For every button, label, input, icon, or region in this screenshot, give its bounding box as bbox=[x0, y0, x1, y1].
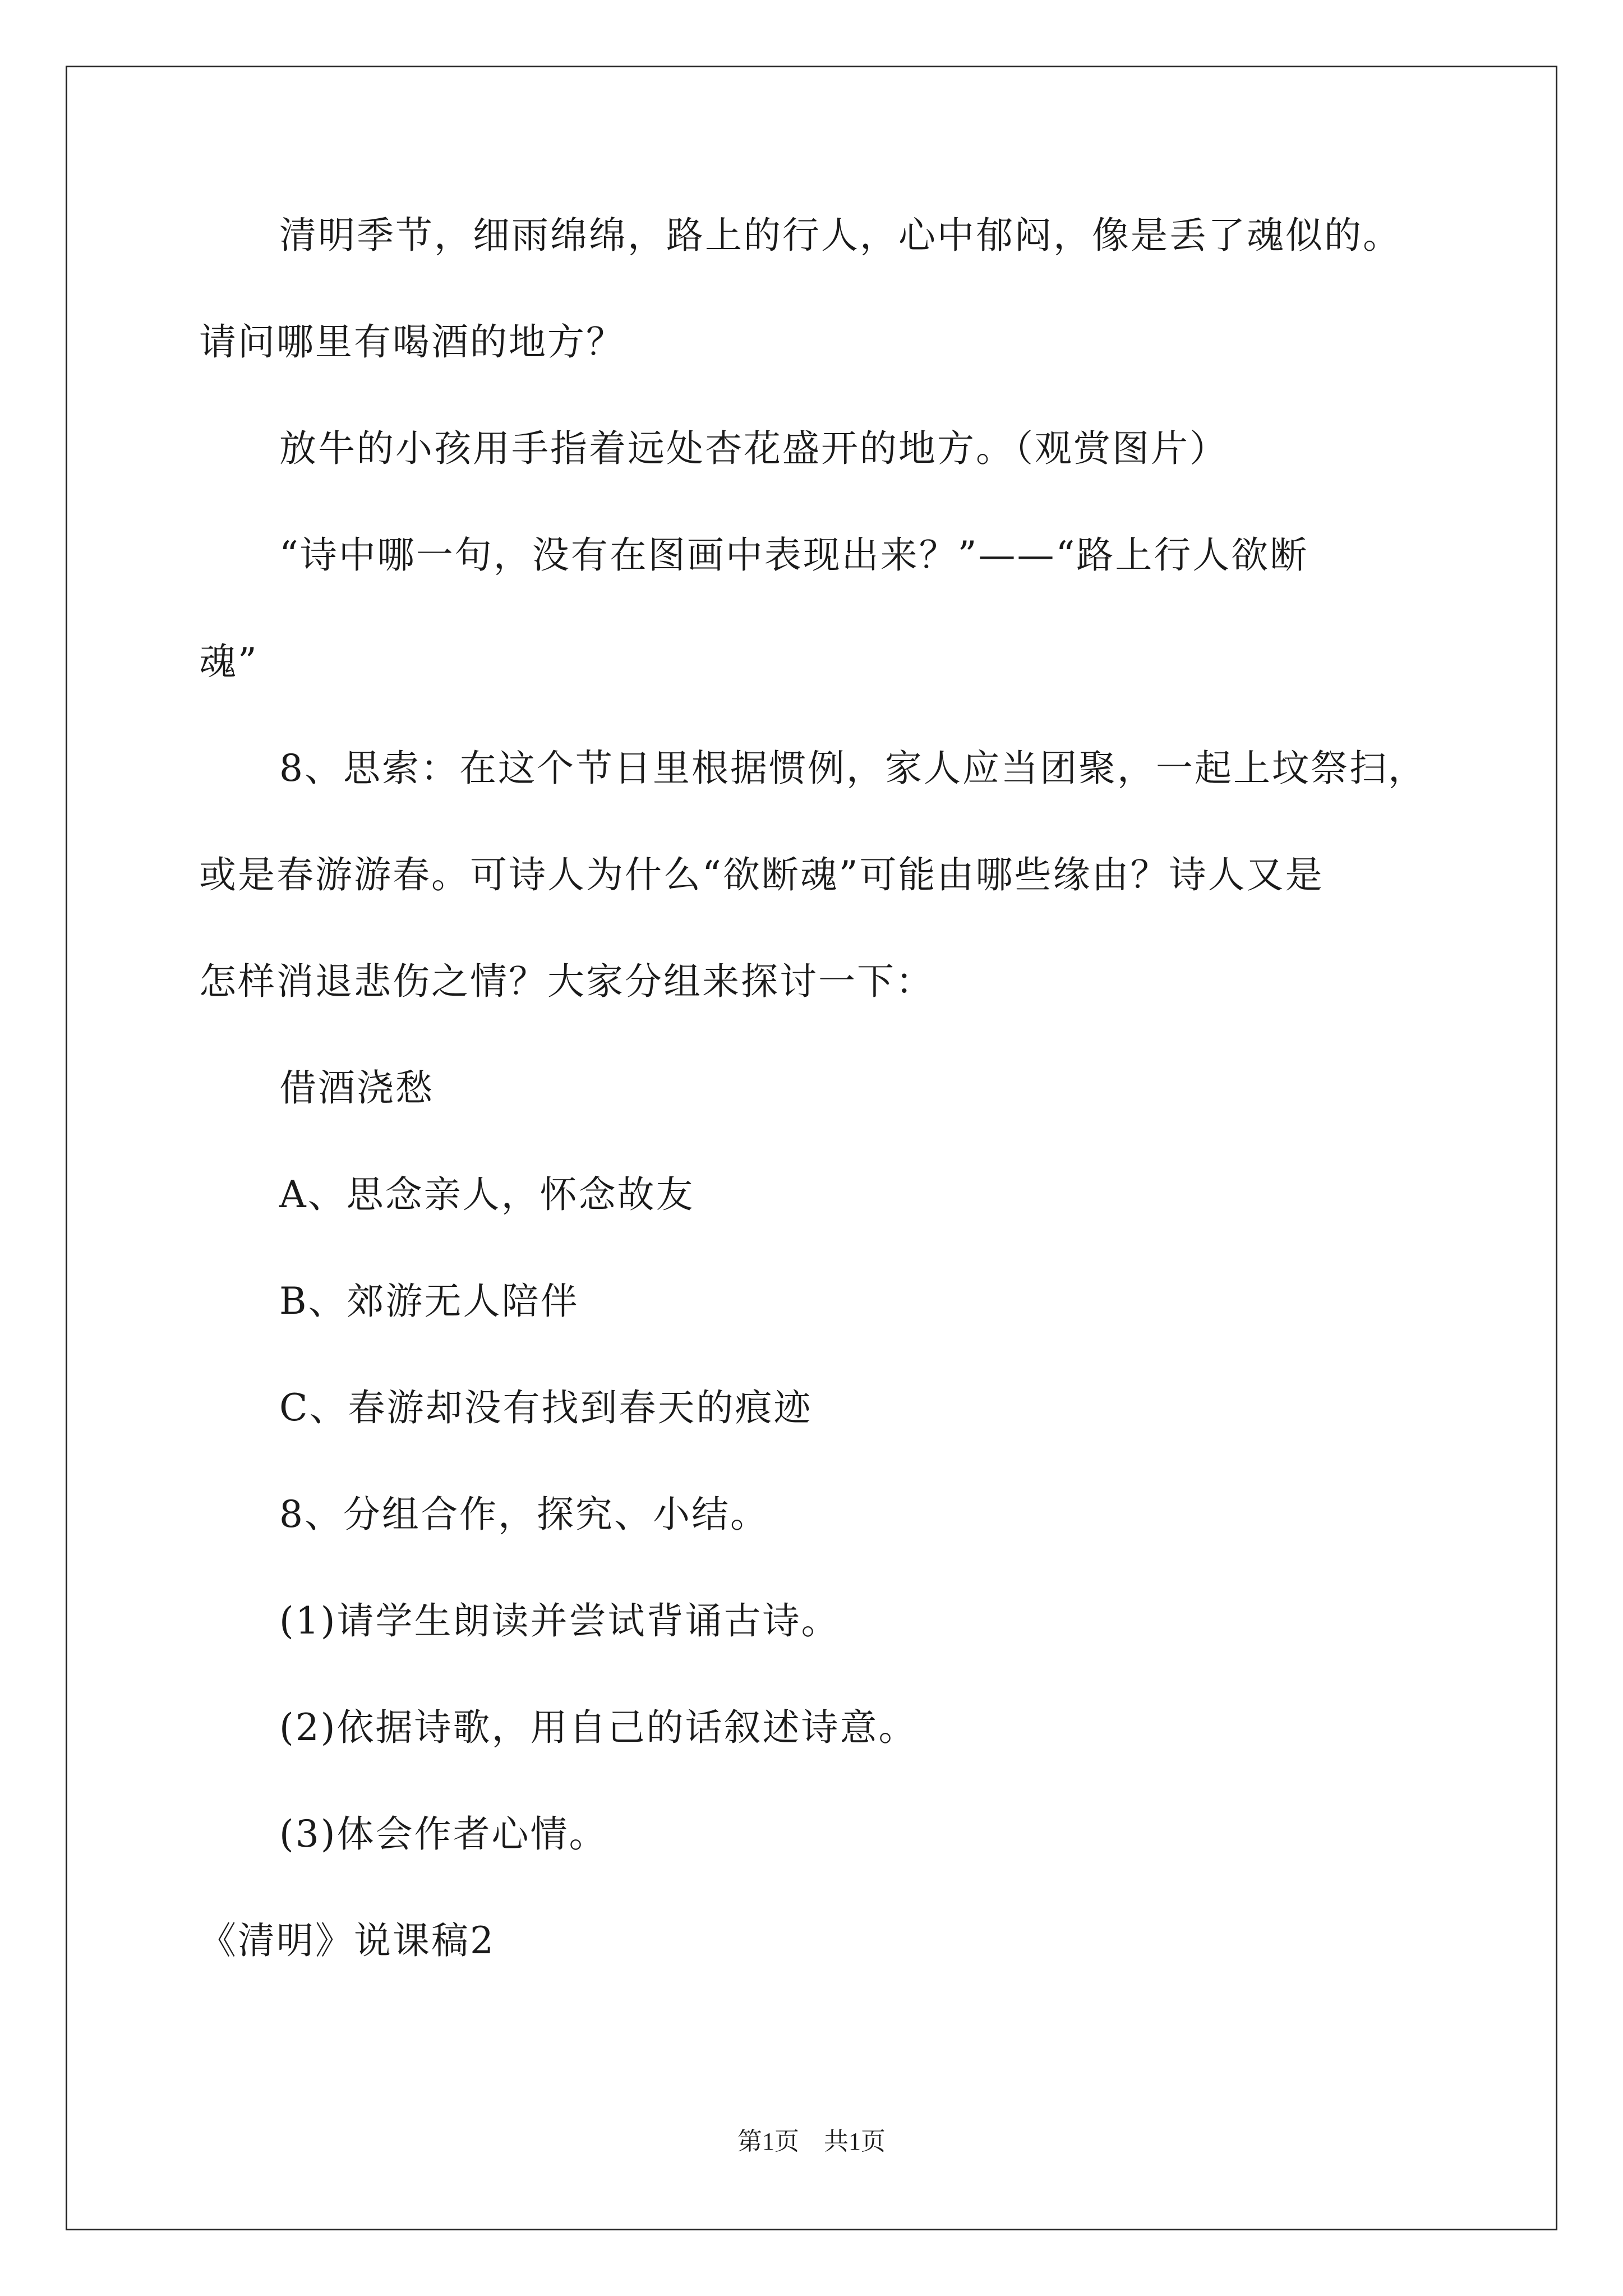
paragraph-line: 或是春游游春。可诗人为什么“欲断魂”可能由哪些缘由？诗人又是 bbox=[199, 853, 1324, 896]
paragraph-line: “诗中哪一句，没有在图画中表现出来？”——“路上行人欲断 bbox=[279, 533, 1309, 577]
paragraph-line: 怎样消退悲伤之情？大家分组来探讨一下： bbox=[199, 960, 934, 1003]
section-heading: 《清明》说课稿2 bbox=[199, 1919, 495, 1962]
list-item: A、思念亲人，怀念故友 bbox=[279, 1173, 695, 1216]
list-item: (1)请学生朗读并尝试背诵古诗。 bbox=[279, 1599, 840, 1642]
paragraph-line: 8、思索：在这个节日里根据惯例，家人应当团聚，一起上坟祭扫， bbox=[279, 747, 1427, 790]
paragraph-line: 请问哪里有喝酒的地方？ bbox=[199, 320, 625, 364]
paragraph-line: 魂” bbox=[199, 640, 259, 683]
list-item: (3)体会作者心情。 bbox=[279, 1812, 608, 1856]
page-number-footer: 第1页 共1页 bbox=[737, 2128, 886, 2155]
paragraph-line: 借酒浇愁 bbox=[279, 1066, 434, 1110]
paragraph-line: 8、分组合作，探究、小结。 bbox=[279, 1493, 769, 1536]
paragraph-line: 清明季节，细雨绵绵，路上的行人，心中郁闷，像是丢了魂似的。 bbox=[279, 214, 1401, 257]
list-item: B、郊游无人陪伴 bbox=[279, 1280, 579, 1323]
list-item: C、春游却没有找到春天的痕迹 bbox=[279, 1386, 813, 1429]
page-border bbox=[66, 66, 1557, 2230]
list-item: (2)依据诗歌，用自己的话叙述诗意。 bbox=[279, 1706, 917, 1749]
paragraph-line: 放牛的小孩用手指着远处杏花盛开的地方。（观赏图片） bbox=[279, 427, 1228, 470]
